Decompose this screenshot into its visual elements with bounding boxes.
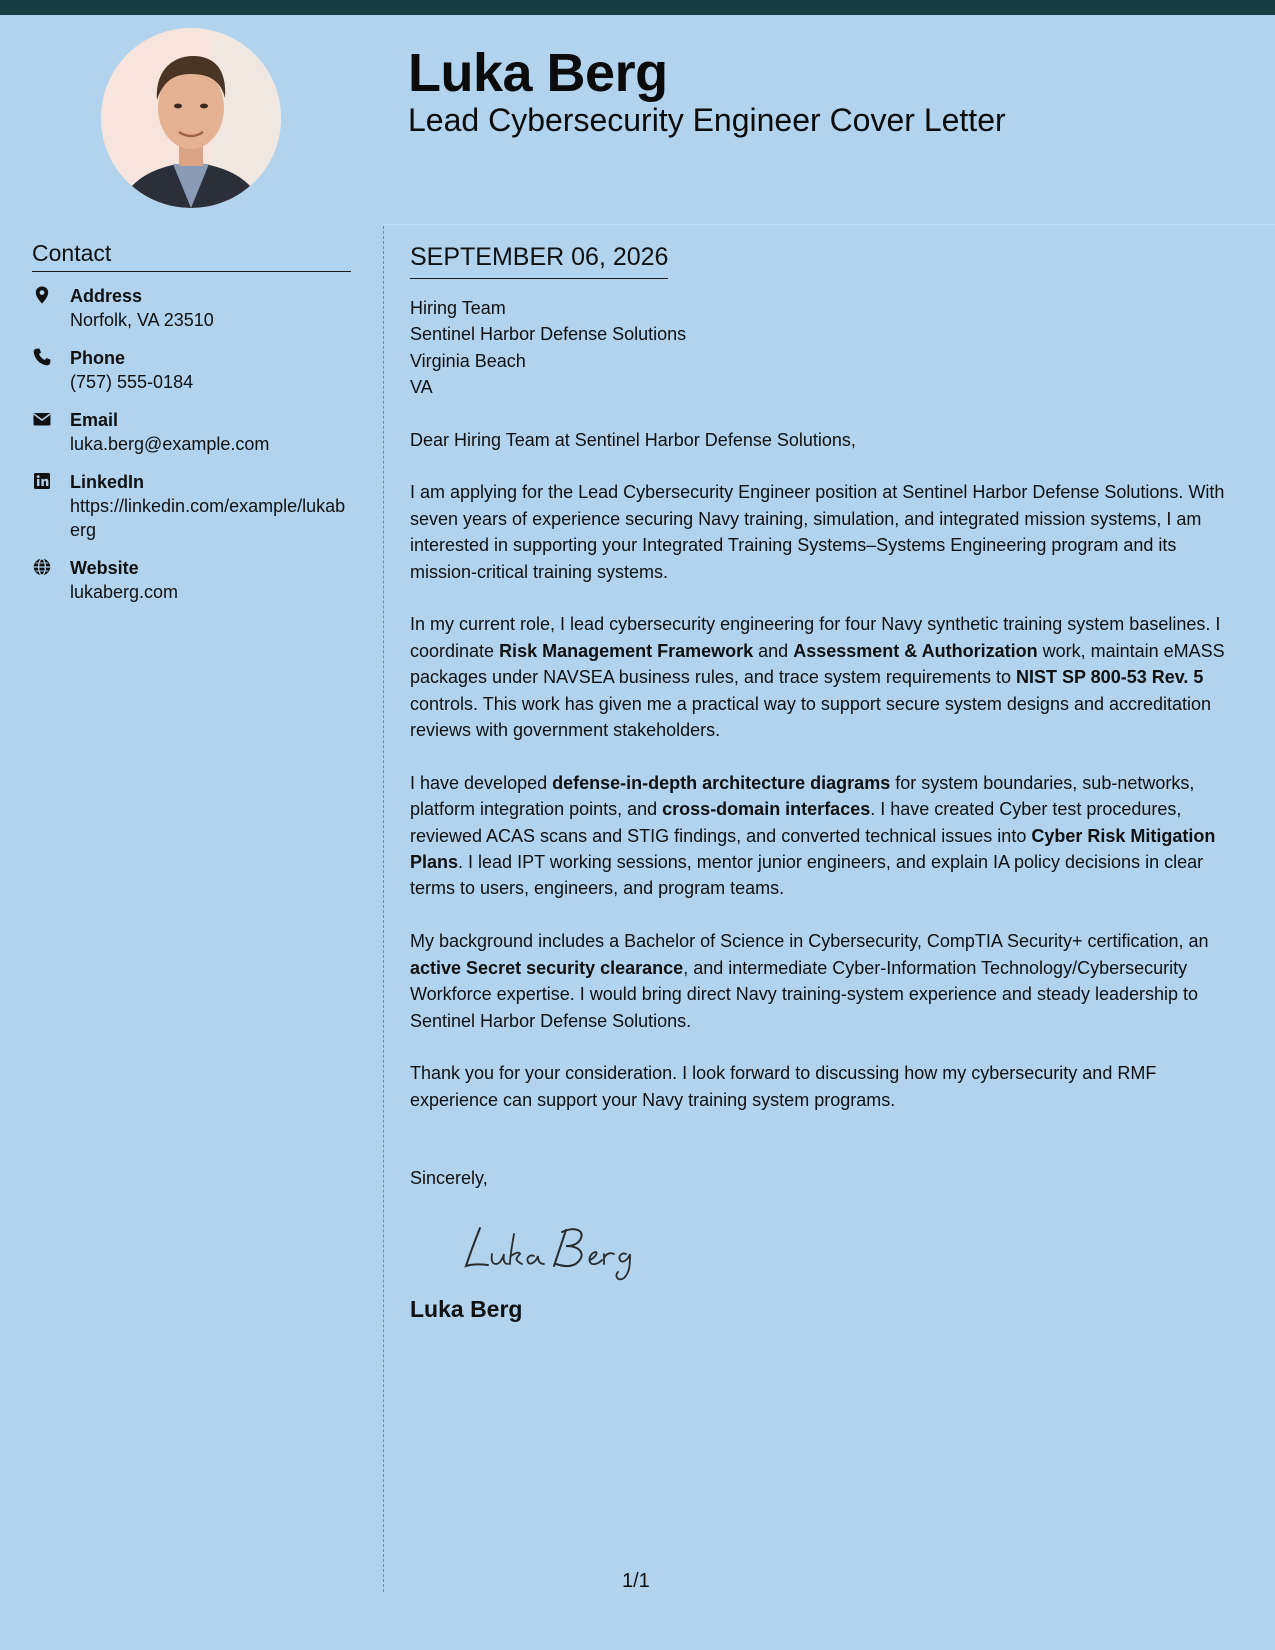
applicant-name: Luka Berg	[408, 43, 668, 103]
paragraph-text: In my current role, I lead cybersecurity engineering for four Navy synthetic training system baselines. I coordinate	[410, 614, 1221, 661]
letter-body	[410, 242, 1248, 1322]
paragraph-text: I am applying for the Lead Cybersecurity Engineer position at Sentinel Harbor Defense Solutions. With seven years of experience securing Navy training, simulation, and integrated mission systems, I am interested in supporting your Integrated Training Systems–Systems Engineering program and its mission-critical training systems.	[410, 482, 1225, 582]
contact-sidebar	[32, 240, 351, 618]
column-divider	[383, 226, 384, 1592]
location-pin-icon	[32, 285, 52, 305]
paragraph-text: , and intermediate Cyber-Information Technology/Cybersecurity Workforce expertise. I would bring direct Navy training-system experience and steady leadership to Sentinel Harbor Defense Solutions.	[410, 957, 1199, 1031]
paragraph-text: Thank you for your consideration. I look forward to discussing how my cybersecurity and RMF experience can support your Navy training system programs.	[410, 1063, 1157, 1110]
contact-address	[32, 284, 351, 332]
contact-linkedin	[32, 470, 351, 542]
contact-email	[32, 408, 351, 456]
profile-photo	[101, 28, 281, 208]
contact-label: Website	[70, 558, 139, 578]
emphasis-text: defense-in-depth architecture diagrams	[552, 772, 891, 793]
document-subtitle: Lead Cybersecurity Engineer Cover Letter	[408, 102, 1006, 138]
letter-paragraph	[410, 770, 1248, 902]
paragraph-text: . I have created Cyber test procedures, reviewed ACAS scans and STIG findings, and converted technical issues into	[410, 799, 1182, 846]
page-number: 1/1	[622, 1570, 650, 1592]
letter-paragraphs	[410, 479, 1248, 1113]
envelope-icon	[32, 409, 52, 429]
paragraph-text: and	[753, 640, 794, 661]
emphasis-text: active Secret security clearance	[410, 957, 684, 978]
contact-website	[32, 556, 351, 604]
contact-heading: Contact	[32, 240, 351, 272]
recipient-line: Sentinel Harbor Defense Solutions	[410, 324, 687, 345]
recipient-line: Virginia Beach	[410, 350, 526, 371]
phone-icon	[32, 347, 52, 367]
address-value: Norfolk, VA 23510	[70, 310, 214, 330]
paragraph-text: controls. This work has given me a practical way to support secure system designs and accreditation reviews with government stakeholders.	[410, 693, 1212, 741]
emphasis-text: Risk Management Framework	[499, 640, 754, 661]
contact-label: Address	[70, 286, 143, 306]
contact-label: Email	[70, 410, 119, 430]
signer-name: Luka Berg	[410, 1295, 523, 1322]
letter-paragraph	[410, 1060, 1248, 1113]
globe-icon	[32, 557, 52, 577]
paragraph-text: for system boundaries, sub-networks, platform integration points, and	[410, 772, 1195, 820]
contact-label: LinkedIn	[70, 472, 145, 492]
phone-value[interactable]: (757) 555-0184	[70, 372, 194, 392]
linkedin-icon	[32, 471, 52, 491]
letter-paragraph	[410, 611, 1248, 743]
linkedin-link[interactable]: https://linkedin.com/example/lukaberg	[70, 496, 346, 540]
paragraph-text: . I lead IPT working sessions, mentor junior engineers, and explain IA policy decisions in clear terms to users, engineers, and program teams.	[410, 852, 1204, 899]
emphasis-text: NIST SP 800-53 Rev. 5	[1015, 667, 1204, 688]
top-accent-bar	[0, 0, 1275, 15]
salutation: Dear Hiring Team at Sentinel Harbor Defense Solutions,	[410, 429, 856, 450]
paragraph-text: I have developed	[410, 772, 553, 793]
website-link[interactable]: lukaberg.com	[70, 582, 179, 602]
handwritten-signature	[458, 1214, 1248, 1286]
recipient-line: Hiring Team	[410, 298, 506, 318]
email-link[interactable]: luka.berg@example.com	[70, 434, 270, 454]
paragraph-text: My background includes a Bachelor of Science in Cybersecurity, CompTIA Security+ certification, an	[410, 931, 1209, 952]
emphasis-text: Cyber Risk Mitigation Plans	[410, 825, 1216, 873]
contact-phone	[32, 346, 351, 394]
recipient-line: VA	[410, 377, 433, 398]
emphasis-text: cross-domain interfaces	[662, 799, 871, 820]
letter-paragraph	[410, 479, 1248, 585]
contact-label: Phone	[70, 348, 126, 368]
recipient-block	[410, 295, 1248, 401]
header-divider	[384, 224, 1275, 225]
emphasis-text: Assessment & Authorization	[793, 640, 1038, 661]
letter-paragraph	[410, 928, 1248, 1034]
closing: Sincerely,	[410, 1168, 488, 1189]
paragraph-text: work, maintain eMASS packages under NAVSEA business rules, and trace system requirements to	[410, 640, 1225, 688]
letter-date: SEPTEMBER 06, 2026	[410, 242, 668, 279]
